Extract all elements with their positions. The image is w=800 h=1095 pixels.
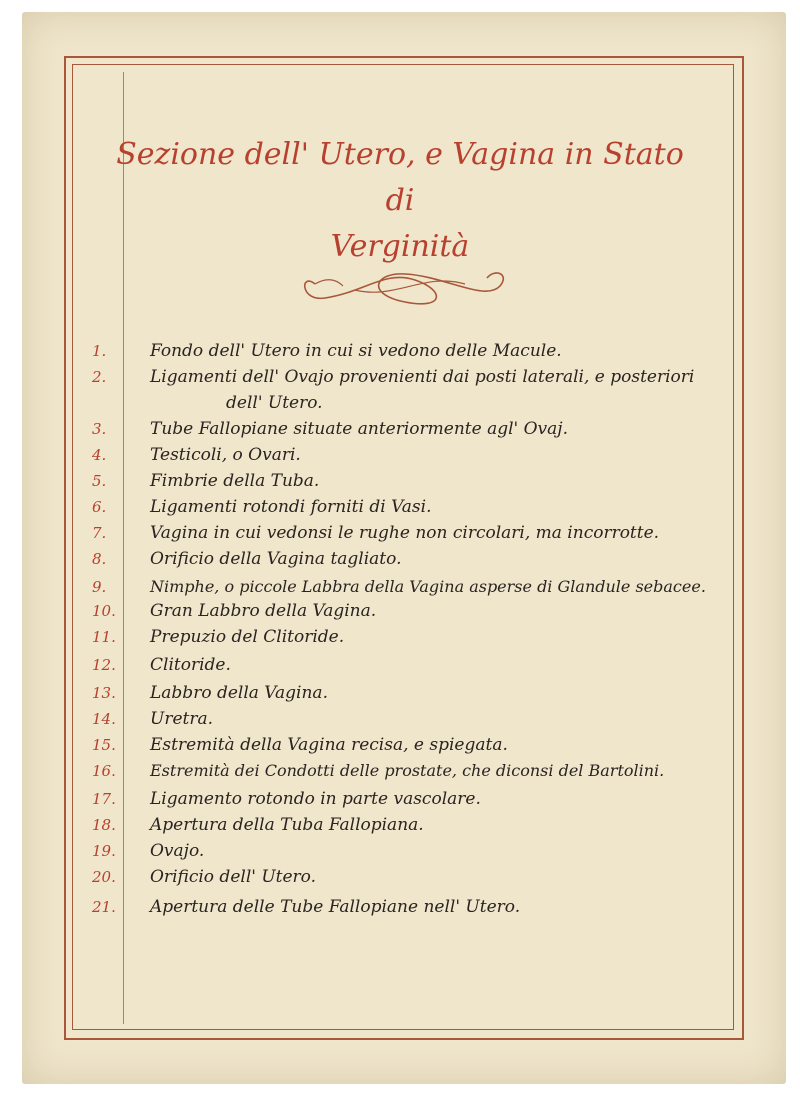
item-text: Ligamenti dell' Ovajo provenienti dai posti laterali, e posteriori: [150, 367, 695, 387]
flourish-ornament-icon: [295, 262, 515, 312]
item-number: 15.: [92, 736, 116, 754]
list-item: [0, 624, 760, 650]
item-number: 1.: [92, 342, 107, 360]
list-item: [0, 864, 760, 890]
list-item: [0, 574, 760, 600]
page-title: [100, 132, 700, 270]
item-text-continuation: dell' Utero.: [226, 393, 323, 413]
item-text: Testicoli, o Ovari.: [150, 445, 301, 465]
item-number: 2.: [92, 368, 107, 386]
list-item: [0, 598, 760, 624]
item-text: Fondo dell' Utero in cui si vedono delle Macule.: [150, 341, 562, 361]
item-number: 5.: [92, 472, 107, 490]
item-number: 20.: [92, 868, 116, 886]
item-text: Apertura della Tuba Fallopiana.: [150, 815, 424, 835]
item-text: Ovajo.: [150, 841, 205, 861]
item-text: Vagina in cui vedonsi le rughe non circolari, ma incorrotte.: [150, 523, 660, 543]
title-line-2: Verginità: [330, 229, 470, 264]
list-item: [0, 364, 760, 390]
item-text: Estremità dei Condotti delle prostate, che diconsi del Bartolini.: [150, 761, 665, 780]
item-number: 13.: [92, 684, 116, 702]
list-item: [0, 652, 760, 678]
list-item-continuation: [0, 390, 760, 416]
item-number: 17.: [92, 790, 116, 808]
item-number: 12.: [92, 656, 116, 674]
list-item: [0, 338, 760, 364]
item-number: 21.: [92, 898, 116, 916]
list-item: [0, 894, 760, 920]
item-text: Ligamenti rotondi forniti di Vasi.: [150, 497, 432, 517]
item-number: 3.: [92, 420, 107, 438]
list-item: [0, 468, 760, 494]
item-number: 11.: [92, 628, 116, 646]
list-item: [0, 416, 760, 442]
item-text: Tube Fallopiane situate anteriormente agl' Ovaj.: [150, 419, 568, 439]
item-number: 18.: [92, 816, 116, 834]
item-number: 10.: [92, 602, 116, 620]
item-number: 6.: [92, 498, 107, 516]
item-number: 4.: [92, 446, 107, 464]
item-number: 9.: [92, 578, 107, 596]
list-item: [0, 442, 760, 468]
item-text: Nimphe, o piccole Labbra della Vagina asperse di Glandule sebacee.: [150, 577, 706, 596]
item-number: 7.: [92, 524, 107, 542]
list-item: [0, 546, 760, 572]
item-text: Prepuzio del Clitoride.: [150, 627, 345, 647]
item-text: Clitoride.: [150, 655, 231, 675]
list-item: [0, 706, 760, 732]
title-line-1: Sezione dell' Utero, e Vagina in Stato di: [116, 137, 684, 218]
item-text: Orificio della Vagina tagliato.: [150, 549, 402, 569]
item-text: Fimbrie della Tuba.: [150, 471, 320, 491]
item-text: Orificio dell' Utero.: [150, 867, 317, 887]
list-item: [0, 838, 760, 864]
item-text: Apertura delle Tube Fallopiane nell' Utero.: [150, 897, 521, 917]
item-number: 16.: [92, 762, 116, 780]
item-text: Uretra.: [150, 709, 214, 729]
item-text: Labbro della Vagina.: [150, 683, 328, 703]
list-item: [0, 680, 760, 706]
list-item: [0, 520, 760, 546]
item-number: 19.: [92, 842, 116, 860]
item-text: Gran Labbro della Vagina.: [150, 601, 377, 621]
item-number: 14.: [92, 710, 116, 728]
list-item: [0, 758, 760, 784]
list-item: [0, 494, 760, 520]
list-item: [0, 732, 760, 758]
item-text: Estremità della Vagina recisa, e spiegata.: [150, 735, 508, 755]
list-item: [0, 812, 760, 838]
list-item: [0, 786, 760, 812]
item-number: 8.: [92, 550, 107, 568]
item-text: Ligamento rotondo in parte vascolare.: [150, 789, 481, 809]
